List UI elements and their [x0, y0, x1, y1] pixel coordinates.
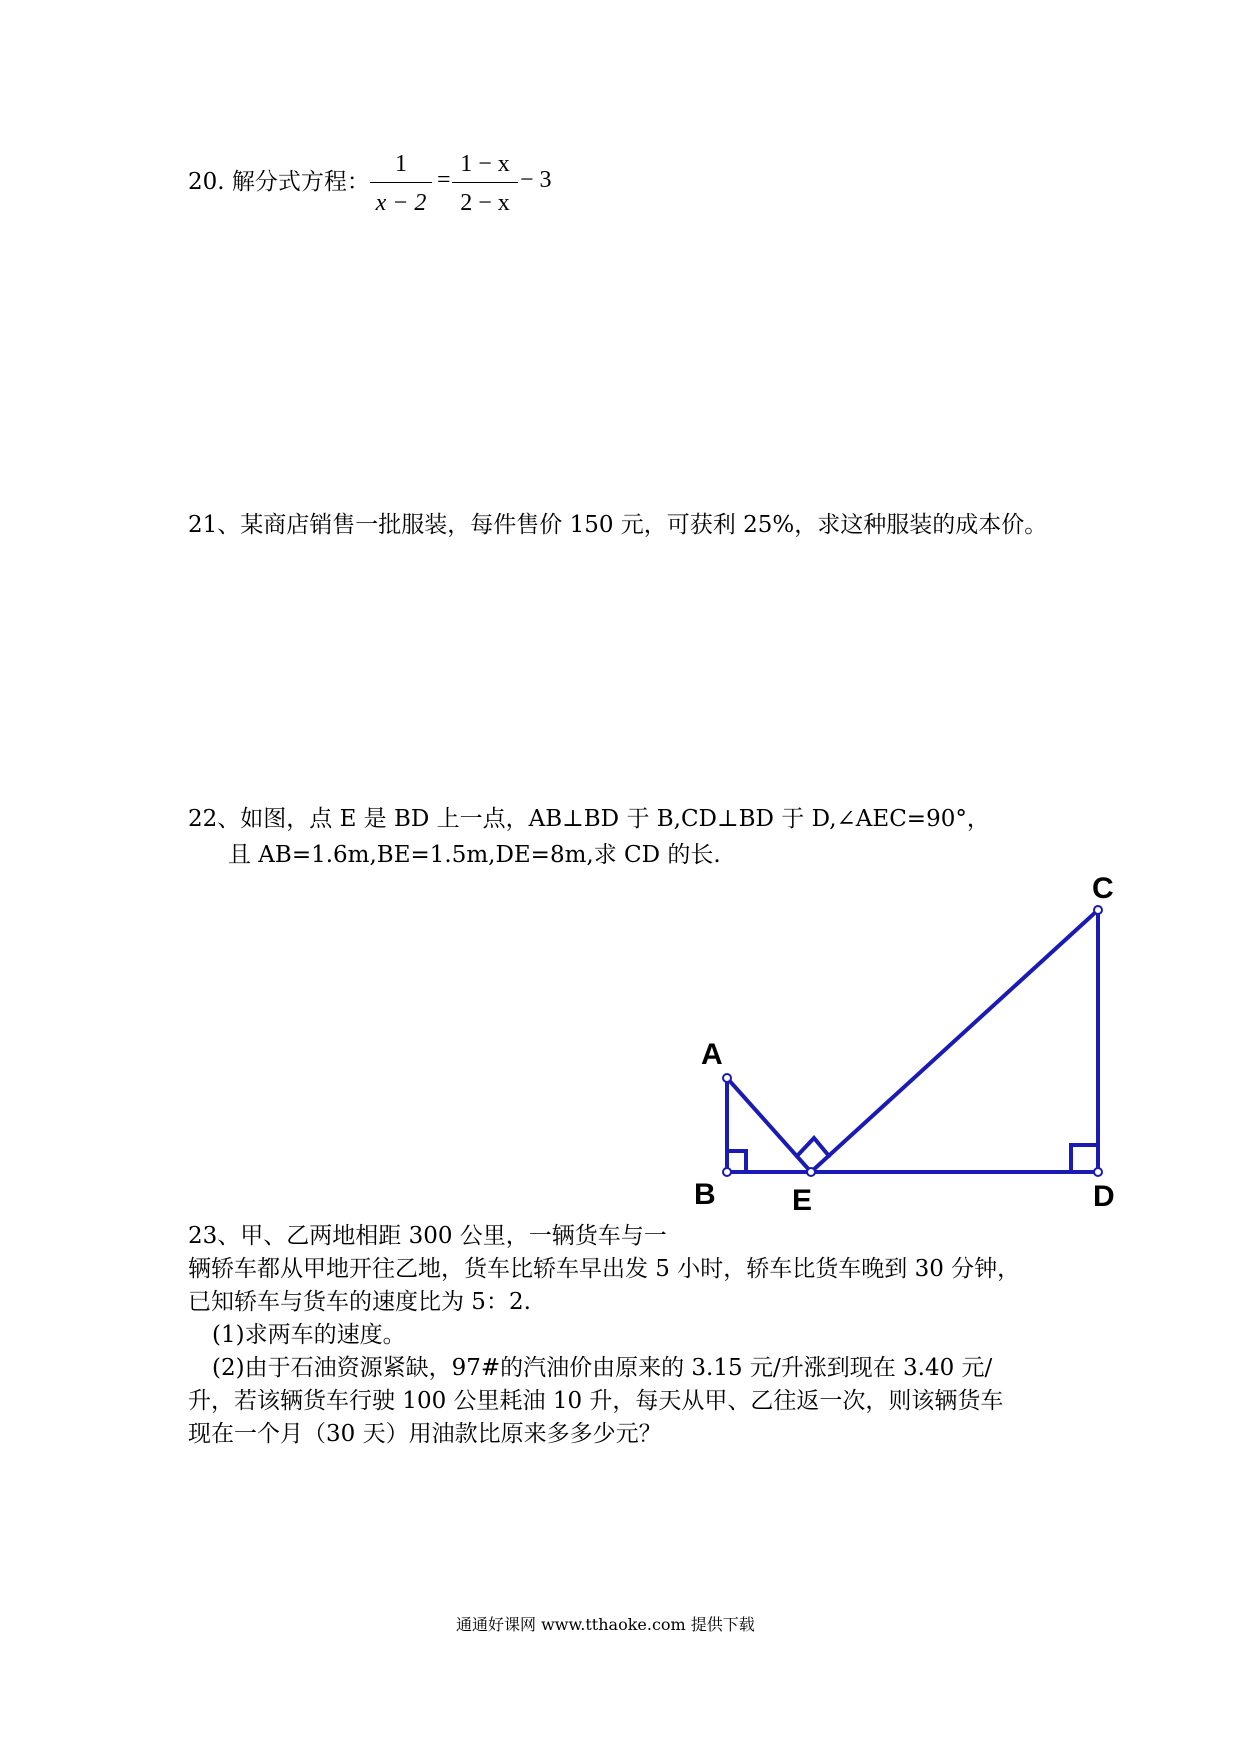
- q20-rhs-denominator: 2 − x: [460, 190, 510, 216]
- q20-equals: =: [437, 167, 451, 193]
- label-c: C: [1092, 872, 1114, 905]
- segment-ae: [727, 1078, 811, 1172]
- point-a: [723, 1074, 731, 1082]
- q23-line6: 升，若该辆货车行驶 100 公里耗油 10 升，每天从甲、乙往返一次，则该辆货车: [188, 1388, 1004, 1414]
- label-e: E: [792, 1184, 813, 1217]
- q20-rhs-tail: − 3: [520, 167, 552, 193]
- point-e: [807, 1168, 815, 1176]
- point-b: [723, 1168, 731, 1176]
- q20-label: 20. 解分式方程：: [188, 169, 370, 195]
- q20-rhs-numerator: 1 − x: [460, 151, 510, 177]
- label-b: B: [694, 1178, 716, 1211]
- q23-line5: (2)由于石油资源紧缺，97#的汽油价由原来的 3.15 元/升涨到现在 3.40 元/: [212, 1355, 993, 1381]
- q20-lhs-denominator: x − 2: [375, 190, 427, 216]
- q23-line7: 现在一个月（30 天）用油款比原来多多少元？: [188, 1421, 662, 1447]
- q22-line1: 22、如图，点 E 是 BD 上一点，AB⊥BD 于 B,CD⊥BD 于 D,∠AEC=90°，: [188, 806, 990, 832]
- q23-line4: (1)求两车的速度。: [212, 1322, 406, 1348]
- footer-text: 通通好课网 www.tthaoke.com 提供下载: [456, 1615, 755, 1634]
- q20-lhs-numerator: 1: [395, 151, 407, 177]
- point-d: [1094, 1168, 1102, 1176]
- segment-ec: [811, 910, 1098, 1172]
- q23-line3: 已知轿车与货车的速度比为 5：2.: [188, 1289, 531, 1315]
- q23-line2: 辆轿车都从甲地开往乙地，货车比轿车早出发 5 小时，轿车比货车晚到 30 分钟，: [188, 1256, 1021, 1282]
- q23-line1: 23、甲、乙两地相距 300 公里，一辆货车与一: [188, 1223, 667, 1249]
- label-a: A: [701, 1038, 723, 1071]
- q21-text: 21、某商店销售一批服装，每件售价 150 元，可获利 25%，求这种服装的成本价。: [188, 512, 1048, 538]
- label-d: D: [1093, 1180, 1115, 1213]
- right-angle-mark-d: [1071, 1145, 1098, 1172]
- right-angle-mark-e: [797, 1138, 829, 1156]
- point-c: [1094, 906, 1102, 914]
- q22-line2: 且 AB=1.6m,BE=1.5m,DE=8m,求 CD 的长.: [228, 842, 721, 868]
